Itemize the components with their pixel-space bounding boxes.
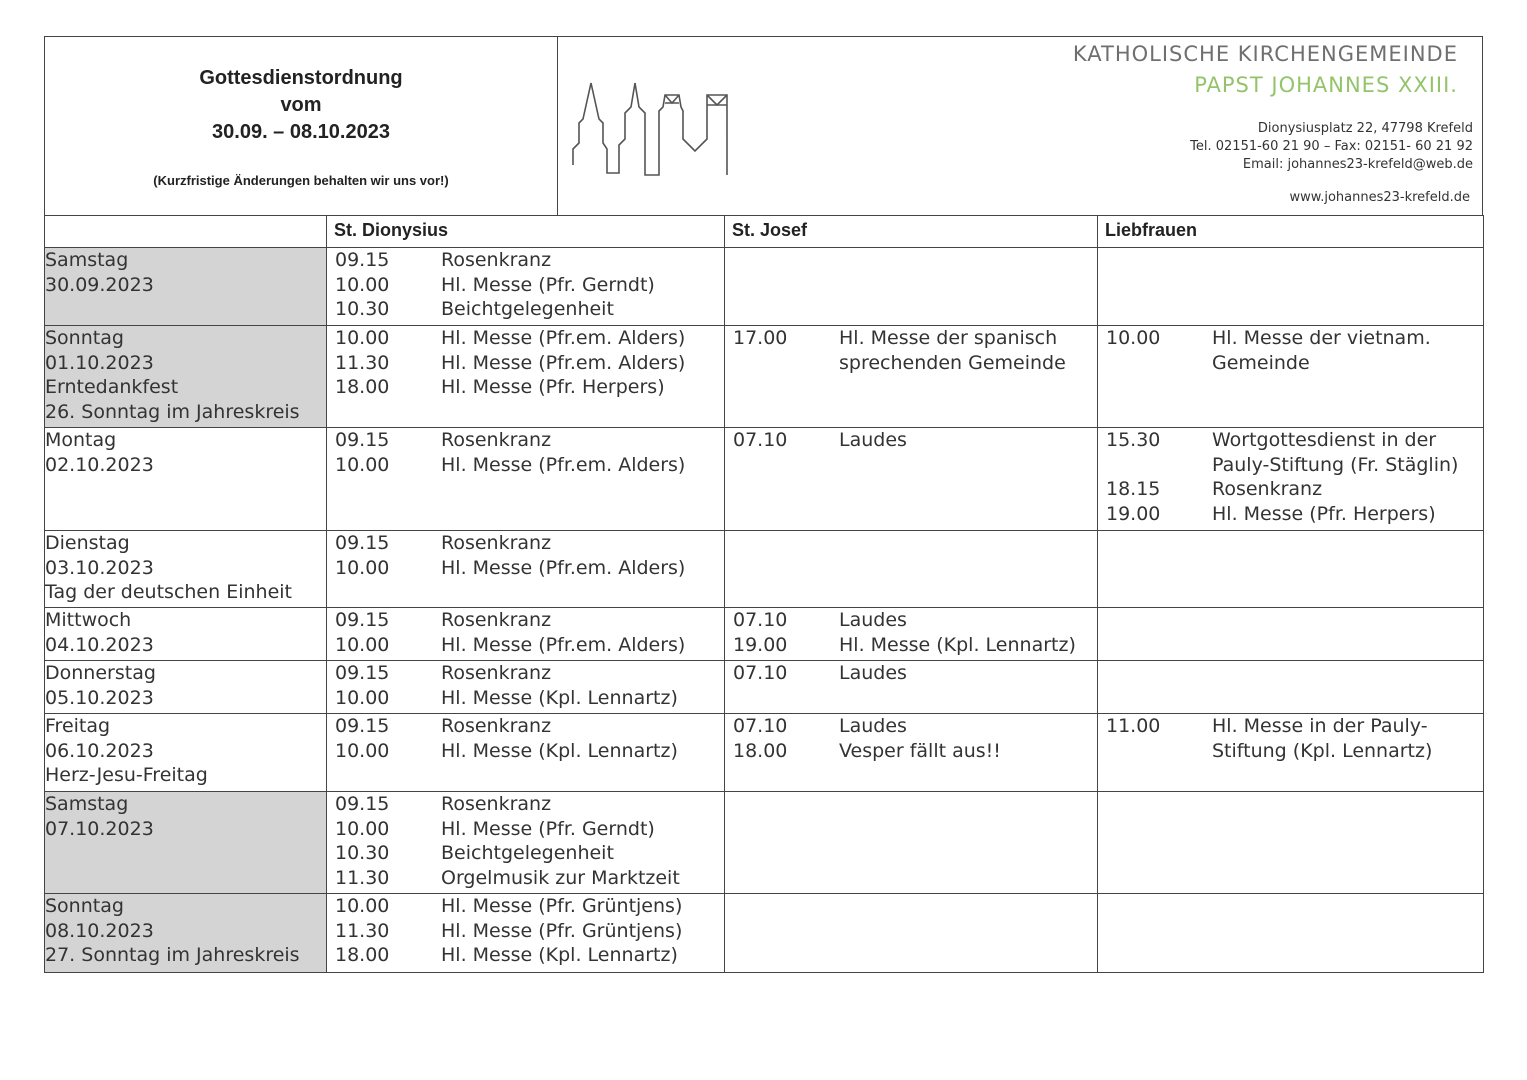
service-time: 07.10: [733, 429, 788, 451]
document-header: [44, 36, 1483, 216]
service-description: Hl. Messe (Pfr.em. Alders): [441, 351, 686, 374]
phone-fax: Tel. 02151-60 21 90 – Fax: 02151- 60 21 92: [1190, 139, 1473, 154]
church-liebfrauen-cell: [1098, 248, 1484, 326]
service-description: Hl. Messe (Kpl. Lennartz): [441, 739, 678, 762]
date-label: 03.10.2023: [45, 556, 154, 579]
schedule-document: [44, 36, 1483, 974]
church-dionysius-cell: [327, 531, 725, 608]
date-label: 06.10.2023: [45, 739, 154, 762]
service-entry: [327, 273, 724, 298]
weekday-label: Sonntag: [45, 327, 124, 349]
service-time: 11.00: [1106, 715, 1161, 737]
header-day-column: [45, 216, 327, 248]
church-josef-cell: [725, 428, 1098, 531]
service-entry: [725, 326, 1097, 375]
service-time: 09.15: [335, 532, 390, 554]
service-entry: [327, 919, 724, 944]
church-josef-cell: [725, 792, 1098, 894]
service-entry: [327, 248, 724, 273]
service-entry: [725, 608, 1097, 633]
service-time: 09.15: [335, 609, 390, 631]
service-entry: [725, 633, 1097, 658]
service-time: 10.00: [335, 817, 390, 840]
disclaimer-note: (Kurzfristige Änderungen behalten wir uns vor!): [153, 173, 449, 188]
church-josef-cell: [725, 531, 1098, 608]
service-time: 18.00: [335, 376, 390, 398]
service-time: 10.30: [335, 842, 390, 864]
service-description: Rosenkranz: [1212, 478, 1323, 500]
parish-subtitle: PAPST JOHANNES XXIII.: [1194, 73, 1458, 97]
service-entry: [327, 943, 724, 968]
service-description: Rosenkranz: [441, 793, 552, 815]
service-time: 17.00: [733, 327, 788, 349]
date-label: 08.10.2023: [45, 919, 154, 942]
website-link[interactable]: www.johannes23-krefeld.de: [1289, 190, 1470, 205]
feast-label: Tag der deutschen Einheit: [45, 581, 292, 603]
title-block: [45, 37, 558, 216]
church-dionysius-cell: [327, 326, 725, 428]
date-label: 02.10.2023: [45, 453, 154, 476]
service-entry: [327, 326, 724, 351]
service-entry: [327, 428, 724, 453]
church-dionysius-cell: [327, 894, 725, 973]
table-row: [45, 326, 1484, 428]
service-entry: [725, 428, 1097, 453]
church-dionysius-cell: [327, 661, 725, 714]
service-description: Rosenkranz: [441, 429, 552, 451]
header-st-dionysius: St. Dionysius: [327, 216, 725, 248]
date-label: 04.10.2023: [45, 633, 154, 656]
service-time: 10.00: [1106, 327, 1161, 349]
service-entry: [725, 714, 1097, 739]
service-time: 09.15: [335, 793, 390, 815]
service-entry: [1098, 428, 1483, 477]
service-description: Hl. Messe (Pfr. Herpers): [1212, 502, 1436, 525]
service-entry: [1098, 714, 1483, 763]
service-description: Hl. Messe (Pfr. Grüntjens): [441, 919, 683, 942]
date-label: 07.10.2023: [45, 817, 154, 840]
church-dionysius-cell: [327, 428, 725, 531]
service-description: Laudes: [839, 715, 907, 737]
church-towers-logo-icon: [571, 79, 735, 179]
service-entry: [327, 351, 724, 376]
church-liebfrauen-cell: [1098, 326, 1484, 428]
service-description: Hl. Messe der vietnam. Gemeinde: [1212, 327, 1431, 374]
service-time: 18.00: [733, 739, 788, 762]
table-row: [45, 661, 1484, 714]
service-description: Vesper fällt aus!!: [839, 739, 1001, 762]
weekday-label: Freitag: [45, 715, 111, 737]
service-description: Laudes: [839, 609, 907, 631]
service-entry: [327, 297, 724, 322]
church-liebfrauen-cell: [1098, 714, 1484, 792]
service-time: 18.15: [1106, 478, 1161, 500]
table-row: [45, 792, 1484, 894]
church-dionysius-cell: [327, 608, 725, 661]
service-time: 10.00: [335, 895, 390, 917]
service-time: 10.00: [335, 327, 390, 349]
day-cell: [45, 792, 327, 894]
service-entry: [327, 714, 724, 739]
service-time: 19.00: [733, 633, 788, 656]
service-description: Hl. Messe (Pfr. Gerndt): [441, 817, 655, 840]
date-label: 05.10.2023: [45, 686, 154, 709]
table-row: [45, 894, 1484, 973]
service-description: Hl. Messe (Pfr.em. Alders): [441, 453, 686, 476]
service-time: 10.00: [335, 453, 390, 476]
service-description: Hl. Messe (Kpl. Lennartz): [839, 633, 1076, 656]
weekday-label: Montag: [45, 429, 117, 451]
service-entry: [327, 817, 724, 842]
church-liebfrauen-cell: [1098, 894, 1484, 973]
service-entry: [327, 453, 724, 478]
service-time: 15.30: [1106, 429, 1161, 451]
service-description: Rosenkranz: [441, 249, 552, 271]
service-time: 09.15: [335, 662, 390, 684]
service-entry: [1098, 326, 1483, 375]
service-entry: [1098, 477, 1483, 502]
service-entry: [327, 608, 724, 633]
service-time: 07.10: [733, 715, 788, 737]
service-entry: [327, 661, 724, 686]
service-entry: [327, 375, 724, 400]
service-entry: [327, 894, 724, 919]
service-description: Hl. Messe in der Pauly-Stiftung (Kpl. Lennartz): [1212, 715, 1433, 762]
church-josef-cell: [725, 661, 1098, 714]
email: Email: johannes23-krefeld@web.de: [1242, 157, 1473, 172]
service-description: Orgelmusik zur Marktzeit: [441, 866, 680, 889]
service-entry: [725, 661, 1097, 686]
title-line-1: Gottesdienstordnung: [199, 67, 403, 89]
day-cell: [45, 326, 327, 428]
service-entry: [327, 686, 724, 711]
service-time: 07.10: [733, 662, 788, 684]
weekday-label: Dienstag: [45, 532, 130, 554]
title-line-2: vom: [280, 94, 322, 116]
service-description: Rosenkranz: [441, 609, 552, 631]
service-time: 10.00: [335, 273, 390, 296]
weekday-label: Mittwoch: [45, 609, 132, 631]
day-cell: [45, 661, 327, 714]
service-time: 11.30: [335, 351, 390, 374]
feast-label: Erntedankfest: [45, 376, 179, 398]
service-description: Rosenkranz: [441, 715, 552, 737]
service-entry: [1098, 502, 1483, 527]
service-time: 10.00: [335, 633, 390, 656]
service-time: 10.00: [335, 739, 390, 762]
service-description: Hl. Messe der spanisch sprechenden Gemeinde: [839, 327, 1066, 374]
service-description: Rosenkranz: [441, 532, 552, 554]
weekday-label: Samstag: [45, 793, 129, 815]
day-cell: [45, 248, 327, 326]
service-entry: [725, 739, 1097, 764]
day-cell: [45, 714, 327, 792]
service-description: Beichtgelegenheit: [441, 298, 614, 320]
church-liebfrauen-cell: [1098, 428, 1484, 531]
church-josef-cell: [725, 608, 1098, 661]
service-description: Laudes: [839, 429, 907, 451]
service-entry: [327, 792, 724, 817]
service-schedule-table: [44, 215, 1484, 973]
service-time: 10.00: [335, 556, 390, 579]
church-josef-cell: [725, 326, 1098, 428]
header-st-josef: St. Josef: [725, 216, 1098, 248]
service-time: 18.00: [335, 944, 390, 966]
table-row: [45, 714, 1484, 792]
weekday-label: Donnerstag: [45, 662, 156, 684]
service-description: Hl. Messe (Pfr. Gerndt): [441, 273, 655, 296]
church-dionysius-cell: [327, 714, 725, 792]
service-description: Rosenkranz: [441, 662, 552, 684]
day-cell: [45, 531, 327, 608]
church-josef-cell: [725, 248, 1098, 326]
service-description: Hl. Messe (Kpl. Lennartz): [441, 686, 678, 709]
service-description: Wortgottesdienst in der Pauly-Stiftung (Fr. Stäglin): [1212, 429, 1459, 476]
church-liebfrauen-cell: [1098, 608, 1484, 661]
service-time: 11.30: [335, 919, 390, 942]
church-liebfrauen-cell: [1098, 531, 1484, 608]
service-time: 11.30: [335, 866, 390, 889]
feast-label: 27. Sonntag im Jahreskreis: [45, 944, 300, 966]
table-row: [45, 428, 1484, 531]
service-entry: [327, 531, 724, 556]
church-josef-cell: [725, 714, 1098, 792]
service-entry: [327, 556, 724, 581]
church-liebfrauen-cell: [1098, 661, 1484, 714]
table-header-row: [45, 216, 1484, 248]
day-cell: [45, 894, 327, 973]
church-liebfrauen-cell: [1098, 792, 1484, 894]
service-time: 09.15: [335, 249, 390, 271]
church-josef-cell: [725, 894, 1098, 973]
page-title: [45, 65, 557, 146]
service-description: Hl. Messe (Pfr.em. Alders): [441, 327, 686, 349]
service-time: 10.30: [335, 298, 390, 320]
service-time: 09.15: [335, 429, 390, 451]
church-dionysius-cell: [327, 792, 725, 894]
table-row: [45, 248, 1484, 326]
title-line-3: 30.09. – 08.10.2023: [212, 121, 390, 143]
date-label: 01.10.2023: [45, 351, 154, 374]
service-description: Beichtgelegenheit: [441, 842, 614, 864]
date-label: 30.09.2023: [45, 273, 154, 296]
feast-label: Herz-Jesu-Freitag: [45, 764, 208, 786]
service-time: 07.10: [733, 609, 788, 631]
weekday-label: Sonntag: [45, 895, 124, 917]
service-entry: [327, 739, 724, 764]
header-liebfrauen: Liebfrauen: [1098, 216, 1484, 248]
service-description: Laudes: [839, 662, 907, 684]
parish-name: KATHOLISCHE KIRCHENGEMEINDE: [1072, 42, 1458, 66]
service-time: 09.15: [335, 715, 390, 737]
service-entry: [327, 633, 724, 658]
church-dionysius-cell: [327, 248, 725, 326]
service-description: Hl. Messe (Pfr.em. Alders): [441, 633, 686, 656]
table-row: [45, 608, 1484, 661]
service-time: 10.00: [335, 686, 390, 709]
table-row: [45, 531, 1484, 608]
contact-block: [1190, 120, 1473, 174]
day-cell: [45, 608, 327, 661]
service-description: Hl. Messe (Pfr. Grüntjens): [441, 895, 683, 917]
service-entry: [327, 866, 724, 891]
feast-label: 26. Sonntag im Jahreskreis: [45, 400, 300, 423]
service-description: Hl. Messe (Kpl. Lennartz): [441, 944, 678, 966]
service-entry: [327, 841, 724, 866]
day-cell: [45, 428, 327, 531]
service-description: Hl. Messe (Pfr. Herpers): [441, 376, 665, 398]
service-time: 19.00: [1106, 502, 1161, 525]
weekday-label: Samstag: [45, 249, 129, 271]
service-description: Hl. Messe (Pfr.em. Alders): [441, 556, 686, 579]
address: Dionysiusplatz 22, 47798 Krefeld: [1257, 121, 1473, 136]
